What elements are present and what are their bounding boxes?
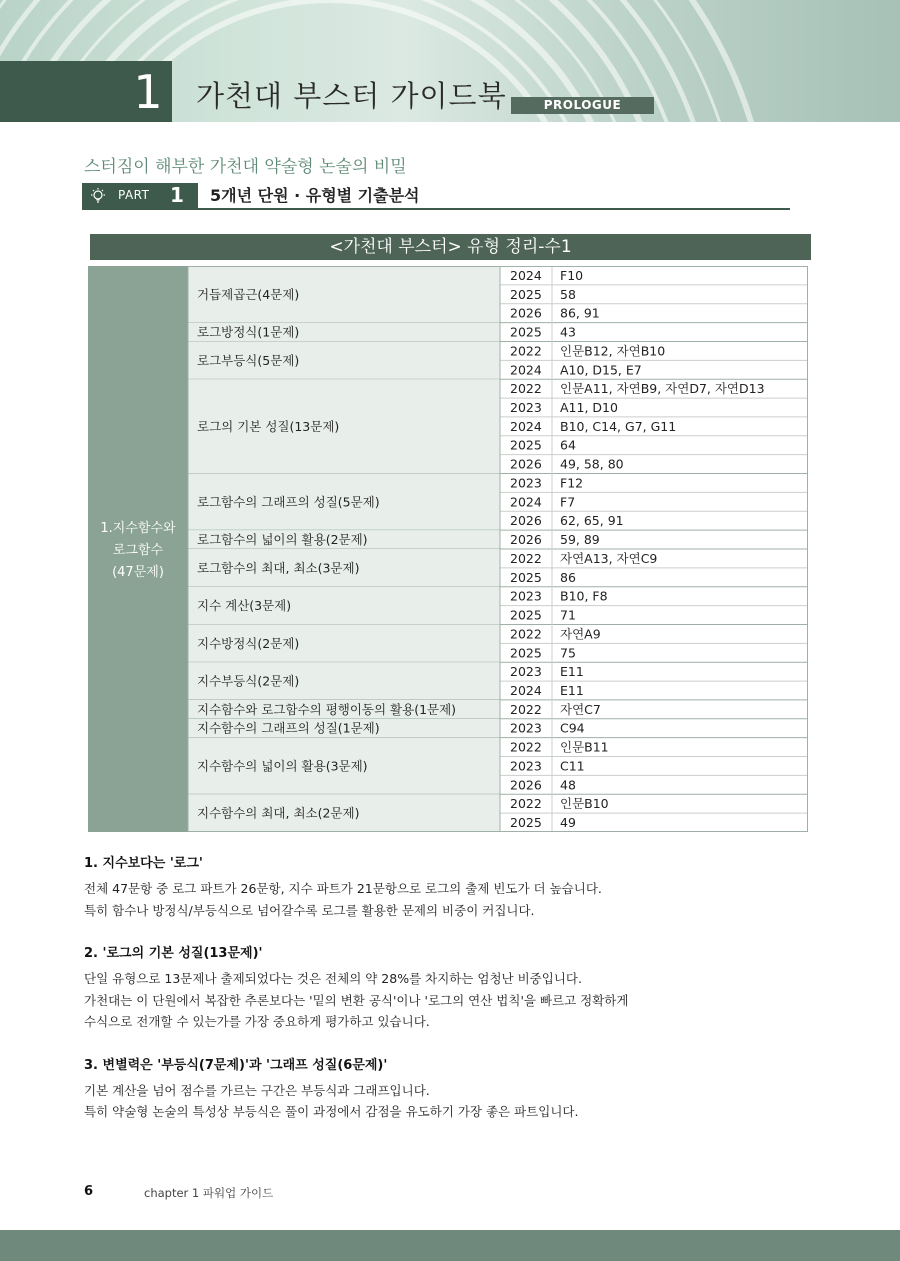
year-cell: 2024	[510, 494, 542, 510]
value-cell: 75	[560, 645, 576, 661]
value-cell: C11	[560, 758, 585, 774]
note-line: 특히 약술형 논술의 특성상 부등식은 풀이 과정에서 감점을 유도하기 가장 좋은 파트입니다.	[84, 1104, 579, 1119]
year-cell: 2025	[510, 607, 542, 623]
year-cell: 2023	[510, 400, 542, 415]
year-cell: 2025	[510, 645, 542, 661]
value-cell: 49, 58, 80	[560, 456, 624, 472]
topic-label: 지수함수의 그래프의 성질(1문제)	[197, 720, 380, 736]
note-line: 전체 47문항 중 로그 파트가 26문항, 지수 파트가 21문항으로 로그의 출제 빈도가 더 높습니다.	[84, 881, 602, 896]
year-cell: 2026	[510, 305, 542, 321]
year-cell: 2023	[510, 475, 542, 491]
year-cell: 2026	[510, 777, 542, 793]
value-cell: A10, D15, E7	[560, 362, 642, 378]
year-cell: 2022	[510, 626, 542, 642]
year-cell: 2022	[510, 701, 542, 717]
year-cell: 2025	[510, 437, 542, 453]
part-number: 1	[170, 183, 184, 207]
note-heading: 2. '로그의 기본 성질(13문제)'	[84, 946, 263, 961]
year-cell: 2023	[510, 588, 542, 604]
value-cell: 자연A13, 자연C9	[560, 550, 658, 566]
value-cell: 71	[560, 607, 576, 623]
value-cell: E11	[560, 683, 584, 698]
topic-label: 지수함수의 넓이의 활용(3문제)	[197, 758, 368, 774]
unit-label: (47문제)	[112, 565, 164, 580]
value-cell: 인문B10	[560, 796, 609, 812]
year-cell: 2026	[510, 532, 542, 548]
topic-label: 로그부등식(5문제)	[197, 352, 300, 368]
year-cell: 2023	[510, 720, 542, 736]
part-bar	[82, 183, 790, 210]
analysis-notes	[84, 853, 824, 1145]
table-title: <가천대 부스터> 유형 정리-수1	[90, 234, 811, 260]
value-cell: 48	[560, 777, 576, 793]
topic-label: 로그함수의 그래프의 성질(5문제)	[197, 494, 380, 510]
year-cell: 2026	[510, 513, 542, 529]
value-cell: 인문A11, 자연B9, 자연D7, 자연D13	[560, 381, 765, 397]
topic-label: 지수함수의 최대, 최소(2문제)	[197, 805, 360, 821]
note-heading: 3. 변별력은 '부등식(7문제)'과 '그래프 성질(6문제)'	[84, 1057, 388, 1073]
value-cell: F10	[560, 267, 584, 283]
note-line: 기본 계산을 넘어 점수를 가르는 구간은 부등식과 그래프입니다.	[84, 1082, 430, 1098]
chapter-number: 1	[133, 65, 163, 119]
footer-text: chapter 1 파워업 가이드	[144, 1186, 274, 1200]
year-cell: 2024	[510, 418, 542, 434]
year-cell: 2022	[510, 343, 542, 359]
note-line: 수식으로 전개할 수 있는가를 가장 중요하게 평가하고 있습니다.	[84, 1014, 430, 1029]
note-heading: 1. 지수보다는 '로그'	[84, 856, 203, 871]
value-cell: 49	[560, 815, 576, 831]
year-cell: 2024	[510, 362, 542, 378]
year-cell: 2024	[510, 683, 542, 698]
note-line: 가천대는 이 단원에서 복잡한 추론보다는 '밑의 변환 공식'이나 '로그의 연산 법칙'을 빠르고 정확하게	[84, 992, 629, 1008]
prologue-badge: PROLOGUE	[511, 97, 654, 114]
type-table	[88, 266, 808, 832]
topic-label: 지수방정식(2문제)	[197, 635, 300, 651]
value-cell: 62, 65, 91	[560, 513, 624, 529]
year-cell: 2023	[510, 758, 542, 774]
year-cell: 2025	[510, 286, 542, 302]
year-cell: 2025	[510, 815, 542, 831]
unit-label: 로그함수	[112, 543, 164, 558]
value-cell: B10, C14, G7, G11	[560, 418, 677, 434]
value-cell: 자연C7	[560, 701, 601, 717]
year-cell: 2022	[510, 550, 542, 566]
part-title: 5개년 단원 · 유형별 기출분석	[210, 186, 420, 205]
unit-label: 1.지수함수와	[100, 521, 176, 536]
page-subtitle: 스터짐이 해부한 가천대 약술형 논술의 비밀	[84, 157, 407, 177]
lightbulb-icon	[89, 187, 107, 205]
year-cell: 2025	[510, 569, 542, 585]
value-cell: F7	[560, 494, 576, 510]
note-line: 단일 유형으로 13문제나 출제되었다는 것은 전체의 약 28%를 차지하는 엄청난 비중입니다.	[84, 971, 582, 986]
page-number: 6	[84, 1184, 94, 1199]
topic-label: 로그방정식(1문제)	[197, 324, 300, 340]
value-cell: 58	[560, 286, 576, 302]
footer-bar	[0, 1230, 900, 1261]
topic-label: 로그함수의 넓이의 활용(2문제)	[197, 532, 368, 548]
value-cell: F12	[560, 475, 584, 491]
topic-label: 거듭제곱근(4문제)	[197, 286, 300, 302]
year-cell: 2022	[510, 381, 542, 397]
topic-label: 지수 계산(3문제)	[197, 598, 292, 614]
value-cell: 86	[560, 569, 576, 585]
value-cell: 64	[560, 437, 576, 453]
topic-label: 지수함수와 로그함수의 평행이동의 활용(1문제)	[197, 701, 457, 717]
value-cell: 인문B12, 자연B10	[560, 343, 666, 359]
value-cell: B10, F8	[560, 588, 608, 604]
value-cell: 인문B11	[560, 739, 609, 755]
type-table-grid	[88, 266, 808, 832]
value-cell: 43	[560, 324, 576, 340]
topic-label: 로그함수의 최대, 최소(3문제)	[197, 560, 360, 576]
value-cell: 86, 91	[560, 305, 600, 321]
note-1	[84, 853, 824, 921]
value-cell: E11	[560, 664, 584, 680]
value-cell: A11, D10	[560, 400, 618, 415]
year-cell: 2023	[510, 664, 542, 680]
part-label: PART	[118, 188, 150, 202]
year-cell: 2026	[510, 456, 542, 472]
topic-label: 로그의 기본 성질(13문제)	[197, 418, 340, 434]
year-cell: 2022	[510, 739, 542, 755]
year-cell: 2025	[510, 324, 542, 340]
note-line: 특히 함수나 방정식/부등식으로 넘어갈수록 로그를 활용한 문제의 비중이 커집니다.	[84, 902, 535, 918]
year-cell: 2022	[510, 796, 542, 812]
part-box	[82, 183, 198, 208]
note-3	[84, 1055, 824, 1123]
value-cell: 자연A9	[560, 626, 601, 642]
value-cell: 59, 89	[560, 532, 600, 548]
book-title: 가천대 부스터 가이드북	[196, 79, 507, 113]
year-cell: 2024	[510, 267, 542, 283]
topic-label: 지수부등식(2문제)	[197, 673, 300, 689]
value-cell: C94	[560, 720, 585, 736]
note-2	[84, 943, 824, 1033]
